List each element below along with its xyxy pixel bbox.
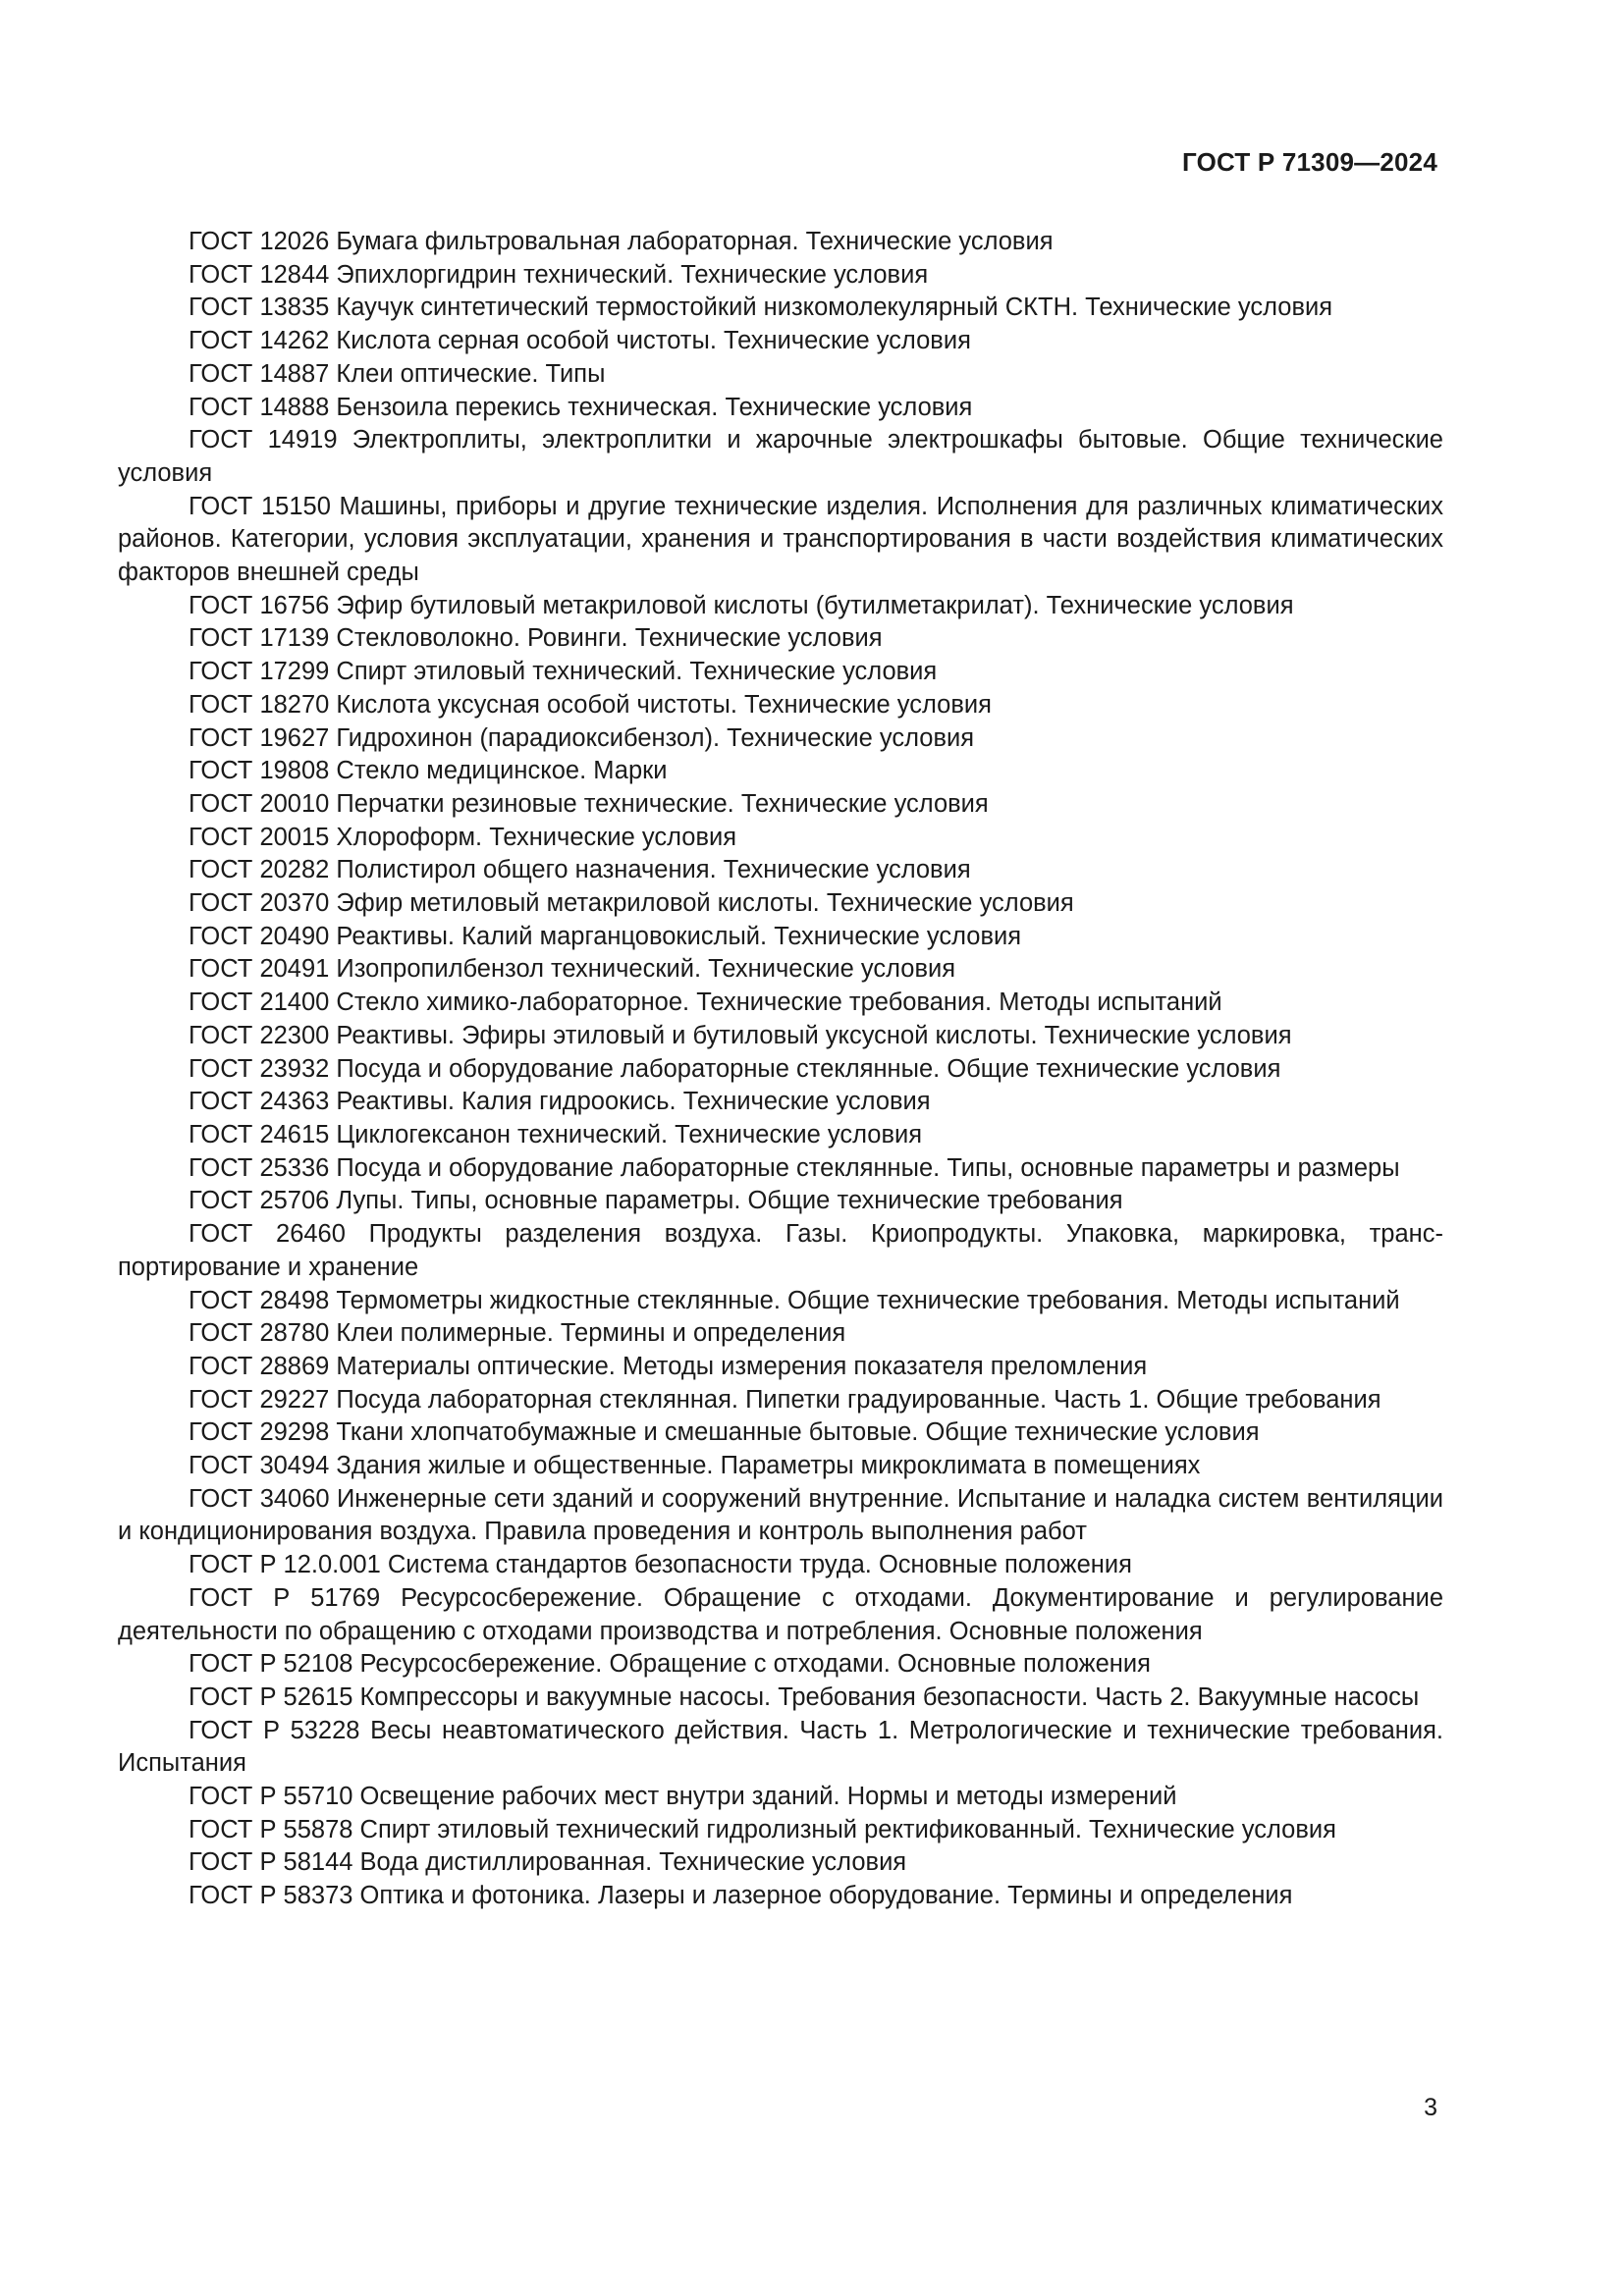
reference-item: ГОСТ 18270 Кислота уксусная особой чистоты. Технические условия xyxy=(189,690,992,719)
reference-item: ГОСТ 20490 Реактивы. Калий марганцовокислый. Технические условия xyxy=(189,922,1022,950)
reference-item: ГОСТ Р 58144 Вода дистиллированная. Технические условия xyxy=(189,1848,907,1877)
reference-item: ГОСТ 20491 Изопропилбензол технический. Технические условия xyxy=(189,955,956,984)
document-id-header: ГОСТ Р 71309—2024 xyxy=(1182,147,1437,177)
reference-item: ГОСТ Р 55710 Освещение рабочих мест внутри зданий. Нормы и методы измерений xyxy=(189,1783,1177,1811)
reference-item: ГОСТ Р 12.0.001 Система стандартов безопасности труда. Основные положения xyxy=(189,1551,1132,1579)
reference-item: ГОСТ 30494 Здания жилые и общественные. Параметры микроклимата в помещениях xyxy=(189,1452,1201,1480)
page-number: 3 xyxy=(1424,2094,1437,2121)
reference-item: ГОСТ 14919 Электроплиты, электроплитки и жарочные электрошкафы бытовые. Общие технические условия xyxy=(118,426,1443,487)
normative-references-list xyxy=(118,226,1443,1913)
reference-item: ГОСТ 20010 Перчатки резиновые технические. Технические условия xyxy=(189,789,989,818)
reference-item: ГОСТ Р 51769 Ресурсосбережение. Обращение с отходами. Документирование и регулирование деятельности по обращению с отходами производства и потребления. Основные положения xyxy=(118,1583,1443,1645)
reference-item: ГОСТ 14887 Клеи оптические. Типы xyxy=(189,359,606,388)
reference-item: ГОСТ 28498 Термометры жидкостные стеклянные. Общие технические требования. Методы испытаний xyxy=(189,1286,1400,1314)
reference-item: ГОСТ 20015 Хлороформ. Технические условия xyxy=(189,823,737,851)
reference-item: ГОСТ 20282 Полистирол общего назначения. Технические условия xyxy=(189,856,971,884)
reference-item: ГОСТ Р 53228 Весы неавтоматического действия. Часть 1. Метрологические и технические требования. Испытания xyxy=(118,1716,1443,1778)
reference-item: ГОСТ 34060 Инженерные сети зданий и сооружений внутренние. Испытание и наладка систем вентиляции и кондиционирования воздуха. Правила проведения и контроль выполнения работ xyxy=(118,1484,1443,1546)
reference-item: ГОСТ 15150 Машины, приборы и другие технические изделия. Исполнения для различных климатических районов. Категории, условия эксплуатации, хранения и транспортирования в части воздействия климатических факторов внешней среды xyxy=(118,492,1443,587)
reference-item: ГОСТ 19627 Гидрохинон (парадиоксибензол). Технические условия xyxy=(189,723,975,752)
reference-item: ГОСТ 25706 Лупы. Типы, основные параметры. Общие технические требования xyxy=(189,1187,1123,1215)
reference-item: ГОСТ 17139 Стекловолокно. Ровинги. Технические условия xyxy=(189,624,883,653)
reference-item: ГОСТ 29298 Ткани хлопчатобумажные и смешанные бытовые. Общие технические условия xyxy=(189,1418,1260,1447)
reference-item: ГОСТ 14888 Бензоила перекись техническая. Технические условия xyxy=(189,393,973,421)
reference-item: ГОСТ 24615 Циклогексанон технический. Технические условия xyxy=(189,1120,923,1148)
reference-item: ГОСТ 20370 Эфир метиловый метакриловой кислоты. Технические условия xyxy=(189,889,1074,918)
reference-item: ГОСТ Р 58373 Оптика и фотоника. Лазеры и лазерное оборудование. Термины и определения xyxy=(189,1882,1293,1910)
reference-item: ГОСТ 25336 Посуда и оборудование лабораторные стеклянные. Типы, основные параметры и размеры xyxy=(189,1153,1400,1182)
reference-item: ГОСТ 28780 Клеи полимерные. Термины и определения xyxy=(189,1319,846,1348)
reference-item: ГОСТ Р 52108 Ресурсосбережение. Обращение с отходами. Основные положения xyxy=(189,1650,1151,1679)
reference-item: ГОСТ 14262 Кислота серная особой чистоты. Технические условия xyxy=(189,327,971,355)
reference-item: ГОСТ 29227 Посуда лабораторная стеклянная. Пипетки градуированные. Часть 1. Общие требования xyxy=(189,1385,1381,1414)
reference-item: ГОСТ 12844 Эпихлоргидрин технический. Технические условия xyxy=(189,260,929,289)
reference-item: ГОСТ 21400 Стекло химико-лабораторное. Технические требования. Методы испытаний xyxy=(189,988,1222,1017)
reference-item: ГОСТ 19808 Стекло медицинское. Марки xyxy=(189,757,668,785)
reference-item: ГОСТ 23932 Посуда и оборудование лабораторные стеклянные. Общие технические условия xyxy=(189,1054,1281,1083)
reference-item: ГОСТ 12026 Бумага фильтровальная лабораторная. Технические условия xyxy=(189,228,1054,255)
reference-item: ГОСТ 28869 Материалы оптические. Методы измерения показателя преломления xyxy=(189,1352,1148,1380)
reference-item: ГОСТ 13835 Каучук синтетический термостойкий низкомолекулярный СКТН. Технические условия xyxy=(189,294,1333,322)
reference-item: ГОСТ 22300 Реактивы. Эфиры этиловый и бутиловый уксусной кислоты. Технические условия xyxy=(189,1021,1292,1049)
reference-item: ГОСТ 26460 Продукты разделения воздуха. Газы. Криопродукты. Упаковка, маркировка, транспортирование и хранение xyxy=(118,1220,1443,1281)
reference-item: ГОСТ 16756 Эфир бутиловый метакриловой кислоты (бутилметакрилат). Технические условия xyxy=(189,591,1294,619)
reference-item: ГОСТ 24363 Реактивы. Калия гидроокись. Технические условия xyxy=(189,1088,931,1116)
reference-item: ГОСТ Р 55878 Спирт этиловый технический гидролизный ректификованный. Технические условия xyxy=(189,1815,1336,1843)
reference-item: ГОСТ Р 52615 Компрессоры и вакуумные насосы. Требования безопасности. Часть 2. Вакуумные насосы xyxy=(189,1682,1420,1711)
reference-item: ГОСТ 17299 Спирт этиловый технический. Технические условия xyxy=(189,658,938,686)
